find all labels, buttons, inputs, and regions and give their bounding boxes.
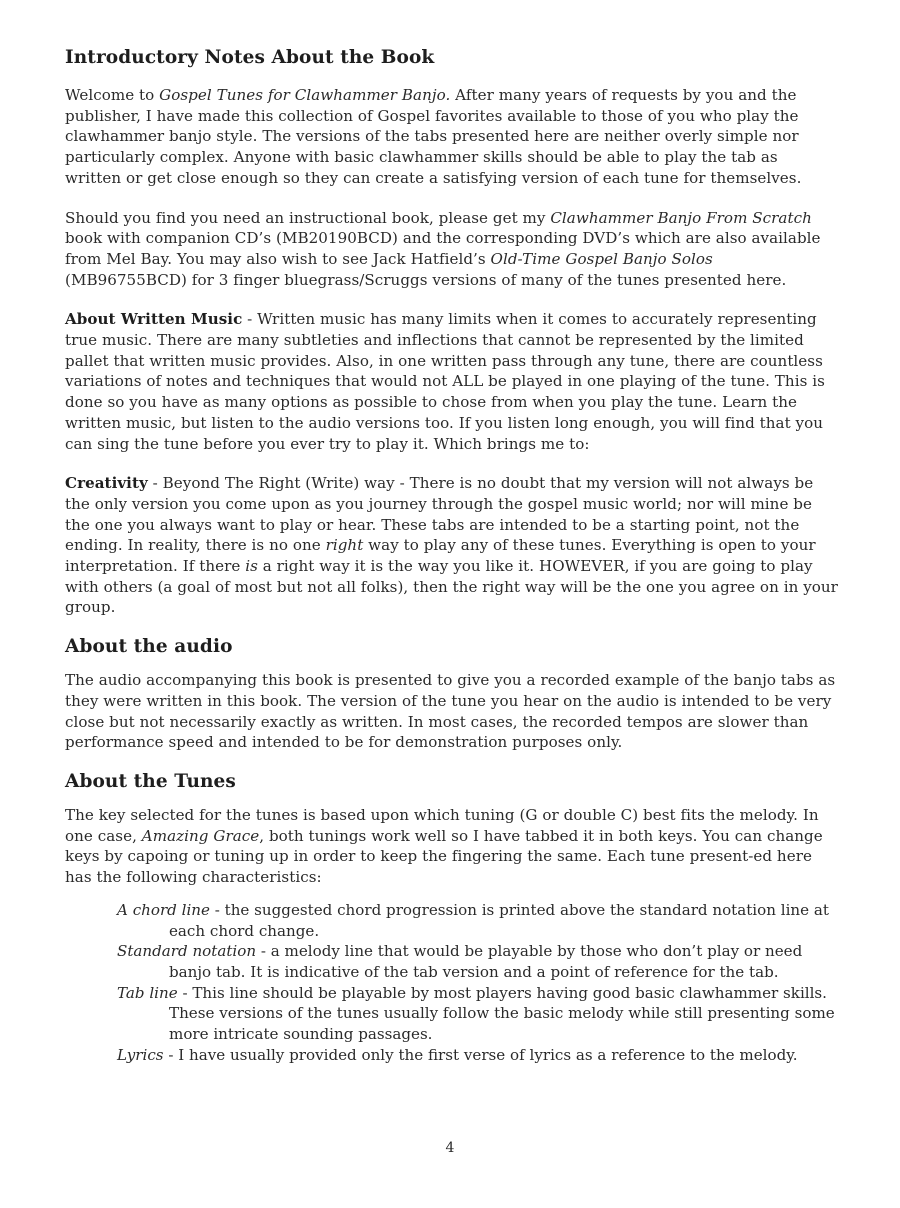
text-span: - Beyond The Right (Write) way - There is no doubt that my version will not always be the only version you come upon as you journey through the gospel music world; nor will mine be the one you always want to play or hear. These tabs are intended to be a starting point, not the ending. In reality, there is no one — [65, 474, 814, 555]
text-span: (MB96755BCD) for 3 finger bluegrass/Scruggs versions of many of the tunes presented here. — [65, 270, 787, 289]
page-number: 4 — [445, 1140, 455, 1156]
text-span: Welcome to — [65, 86, 160, 104]
term-italic: A chord line — [117, 900, 210, 919]
paragraph-tunes — [65, 805, 838, 888]
book-title-italic: Clawhammer Banjo From Scratch — [550, 208, 812, 227]
paragraph-written-music — [65, 309, 838, 454]
term-italic: Lyrics — [117, 1045, 164, 1064]
paragraph-creativity — [65, 473, 838, 618]
list-item-lyrics — [117, 1045, 838, 1066]
text-span: After many years of requests by you and the publisher, I have made this collection of Gospel favorites available to those of you who play the clawhammer banjo style. The versions of the tabs presented here are neither overly simple nor particularly complex. Anyone with basic clawhammer skills should be able to play the tab as written or get close enough so they can create a satisfying version of each tune for themselves. — [65, 86, 802, 187]
heading-about-audio: About the audio — [65, 636, 233, 658]
emphasis-italic: right — [325, 536, 364, 555]
lead-written-music: About Written Music — [65, 310, 243, 329]
book-title-italic: Gospel Tunes for Clawhammer Banjo. — [159, 86, 451, 104]
term-italic: Standard notation — [117, 942, 257, 961]
list-item-standard-notation — [117, 941, 838, 982]
emphasis-italic: is — [245, 557, 258, 576]
paragraph-audio: The audio accompanying this book is presented to give you a recorded example of the banjo tabs as they were written in this book. The version of the tune you hear on the audio is intended to be very close but not necessarily exactly as written. In most cases, the recorded tempos are slower than performance speed and intended to be for demonstration purposes only. — [65, 671, 836, 752]
text-span: The key selected for the tunes is based upon which tuning (G or double C) best fits the melody. In one case, — [65, 805, 819, 845]
paragraph-welcome — [65, 85, 838, 189]
text-span: book with companion CD’s (MB20190BCD) and the corresponding DVD’s which are also available from Mel Bay. You may also wish to see Jack Hatfield’s — [65, 229, 821, 268]
heading-introductory-notes: Introductory Notes About the Book — [65, 47, 435, 68]
text-span: Should you find you need an instructional book, please get my — [65, 208, 551, 227]
paragraph-instructional-book — [65, 208, 838, 291]
book-title-italic: Old-Time Gospel Banjo Solos — [490, 249, 713, 268]
term-italic: Tab line — [117, 983, 178, 1002]
list-item-tab-line — [117, 983, 838, 1045]
term-description: - a melody line that would be playable by those who don’t play or need banjo tab. It is indicative of the tab version and a point of reference for the tab. — [169, 942, 803, 981]
term-description: - This line should be playable by most players having good basic clawhammer skills. These versions of the tunes usually follow the basic melody while still presenting some more intricate sounding passages. — [169, 983, 835, 1044]
term-description: - I have usually provided only the first verse of lyrics as a reference to the melody. — [163, 1045, 798, 1064]
list-item-chord-line — [117, 900, 838, 941]
text-span: a right way it is the way you like it. HOWEVER, if you are going to play with others (a goal of most but not all folks), then the right way will be the one you agree on in your group. — [65, 557, 838, 617]
lead-creativity: Creativity — [65, 474, 148, 493]
characteristics-list — [65, 900, 838, 1066]
text-span: - Written music has many limits when it comes to accurately representing true music. There are many subtleties and inflections that cannot be represented by the limited pallet that written music provides. Also, in one written pass through any tune, there are countless variations of notes and techniques that would not ALL be played in one playing of the tune. This is done so you have as many options as possible to chose from when you play the tune. Learn the written music, but listen to the audio versions too. If you listen long enough, you will find that you can sing the tune before you ever try to play it. Which brings me to: — [65, 310, 825, 453]
text-span: way to play any of these tunes. Everything is open to your interpretation. If there — [65, 536, 816, 576]
tune-title-italic: Amazing Grace — [141, 826, 260, 845]
text-span: , both tunings work well so I have tabbed it in both keys. You can change keys by capoing or tuning up in order to keep the fingering the same. Each tune present-ed here has the following characteristics: — [65, 826, 823, 887]
heading-about-tunes: About the Tunes — [65, 770, 236, 792]
term-description: - the suggested chord progression is printed above the standard notation line at each chord change. — [169, 900, 829, 940]
